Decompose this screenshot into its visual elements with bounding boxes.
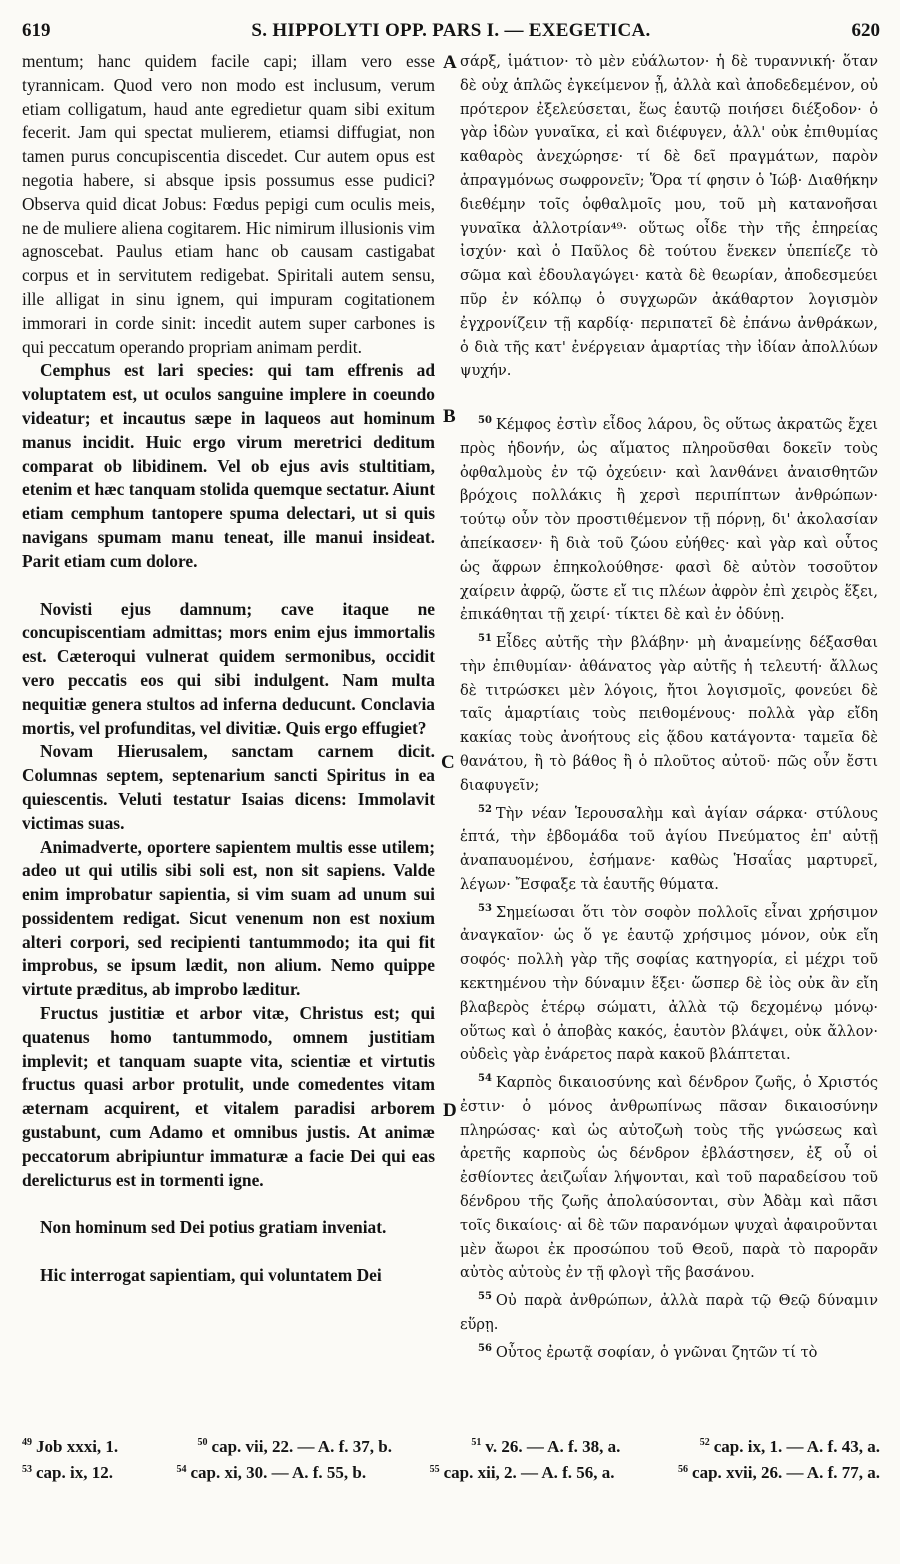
greek-column <box>460 50 878 1364</box>
footnote: $^{53}$ cap. ix, 12. <box>22 1463 113 1483</box>
page-header <box>22 20 880 46</box>
latin-column <box>22 50 435 1288</box>
running-title: S. HIPPOLYTI OPP. PARS I. — EXEGETICA. <box>251 20 651 41</box>
latin-paragraph: Animadverte, oportere sapientem multis esse utilem; adeo ut qui utilis sibi soli est, non sit sapiens. Valde enim improbatur sapientia, si vim suam ad unum sui possidentem redigat. Sicut venenum non est noxium alteri corpori, sed recipienti tantummodo; ita qui fit improbus, se ipsum lædit, non alium. Nemo quippe virtute præditus, ab improbo læditur. <box>22 836 435 1000</box>
footnote: $^{51}$ v. 26. — A. f. 38, a. <box>471 1436 621 1456</box>
footnote: $^{56}$ cap. xvii, 26. — A. f. 77, a. <box>678 1463 880 1483</box>
footnote: $^{49}$ Job xxxi, 1. <box>22 1436 119 1456</box>
footnote-ref: 50 <box>478 415 492 427</box>
greek-paragraph: $^{56}$ Οὗτος ἐρωτᾷ σοφίαν, ὁ γνῶναι ζητῶν τί τὸ <box>478 1342 818 1361</box>
footnote-ref: 56 <box>478 1342 492 1354</box>
footnote: $^{50}$ cap. vii, 22. — A. f. 37, b. <box>197 1436 392 1456</box>
footnote-ref: 54 <box>478 1073 492 1085</box>
footnote-ref: 52 <box>478 803 492 815</box>
latin-paragraph: Fructus justitiæ et arbor vitæ, Christus est; qui quatenus homo tantummodo, omnem justitiam implevit; et tanquam suapte vita, scientiæ et virtutis fructus quasi arbor protulit, unde comedentes vitam æternam acquirent, et vitalem paradisi arborem gustabunt, cum Adamo et omnibus justis. At animæ peccatorum abripiuntur immaturæ a facie Dei qui eas derelicturus est in tormenti igne. <box>22 1003 435 1190</box>
footnote: $^{52}$ cap. ix, 1. — A. f. 43, a. <box>699 1436 880 1456</box>
latin-paragraph: Hic interrogat sapientiam, qui voluntatem Dei <box>40 1265 382 1286</box>
greek-paragraph: $^{52}$ Τὴν νέαν Ἱερουσαλὴμ καὶ ἁγίαν σάρκα· στύλους ἑπτά, τὴν ἑβδομάδα τοῦ ἁγίου Πνεύματος ἐπ' αὐτῇ ἀναπαυομένου, ἐσήμανε· καθὼς Ἡσαΐας μαρτυρεῖ, λέγων· Ἔσφαξε τὰ ἑαυτῆς θύματα. <box>460 803 878 893</box>
footnote-ref: 53 <box>478 902 492 914</box>
latin-paragraph: Cemphus est lari species: qui tam effrenis ad voluptatem est, ut oculos sanguine implere in coeundo videatur; et incautus sæpe in laqueos aut hominum manus incidit. Huic ergo virum meretrici deditum comparat ob libidinem. Vel ob ejus avis stultitiam, etenim et hæc tanquam stolida quemque sectatur. Aiunt etiam cemphum tantopere spuma delectari, ut si quis navigans spumam manu teneat, ille manui insideat. Parit etiam cum dolore. <box>22 360 435 571</box>
latin-paragraph: Non hominum sed Dei potius gratiam inveniat. <box>40 1217 387 1238</box>
latin-paragraph: Novam Hierusalem, sanctam carnem dicit. Columnas septem, septenarium sancti Spiritus in ea quiescentis. Veluti testatur Isaias dicens: Immolavit victimas suas. <box>22 741 435 833</box>
footnote: $^{54}$ cap. xi, 30. — A. f. 55, b. <box>176 1463 367 1483</box>
latin-paragraph: Novisti ejus damnum; cave itaque ne concupiscentiam admittas; mors enim ejus immortalis est. Cæteroqui vulnerat quidem sermonibus, occidit vero peccatis eos qui sibi indulgent. Nam multa nequitiæ genera stultos ad inferna deducunt. Conclavia mortis, vel profunditas, vel divitiæ. Quis ergo effugiet? <box>22 598 435 738</box>
left-page-number: 619 <box>22 20 51 41</box>
footnote-row <box>22 1431 880 1458</box>
footnotes <box>22 1431 880 1484</box>
right-page-number: 620 <box>851 20 880 41</box>
footnote-ref: 55 <box>478 1291 492 1303</box>
greek-paragraph: $^{55}$ Οὐ παρὰ ἀνθρώπων, ἀλλὰ παρὰ τῷ Θεῷ δύναμιν εὕρῃ. <box>460 1291 878 1333</box>
greek-paragraph: $^{54}$ Καρπὸς δικαιοσύνης καὶ δένδρον ζωῆς, ὁ Χριστός ἐστιν· ὁ μόνος ἀνθρωπίνως πᾶσαν δικαιοσύνην πληρώσας· καὶ ὡς αὐτοζωὴ τοὺς τῆς γνώσεως καὶ ἀρετῆς καρποὺς ὡς δένδρον ἐβλάστησεν, ἐξ οὗ οἱ ἐσθίοντες ἀειζωΐαν λήψονται, καὶ τοῦ παραδείσου τοῦ δένδρου τῆς ζωῆς ἀπολαύσονται, σὺν Ἀδὰμ καὶ πᾶσι τοῖς δικαίοις· αἱ δὲ τῶν παρανόμων ψυχαὶ ἀφαιροῦνται μὲν ἄωροι ἐκ προσώπου τοῦ Θεοῦ, παρὰ τὸ παρορᾶν αὐτὸς αὐτοὺς ἐν τῇ φλογὶ τῆς βασάνου. <box>460 1073 878 1282</box>
greek-paragraph: $^{51}$ Εἶδες αὐτῆς τὴν βλάβην· μὴ ἀναμείνῃς δέξασθαι τὴν ἐπιθυμίαν· ἀθάνατος γὰρ αὐτῆς ἡ τελευτή· ἄλλως δὲ τιτρώσκει μὲν λόγοις, ἤτοι λογισμοῖς, φονεύει δὲ ταῖς ἁμαρτίαις τοὺς πειθομένους· πολλὰ γὰρ εἴδη κακίας τοὺς ἀνοήτους εἰς ᾅδου κατάγοντα· ταμεῖα δὲ θανάτου, ἢ τὸ βάθος ἢ ὁ πλοῦτος αὐτοῦ· πῶς οὖν ἔστι διαφυγεῖν; <box>460 633 878 794</box>
footnote: $^{55}$ cap. xii, 2. — A. f. 56, a. <box>429 1463 615 1483</box>
greek-paragraph: $^{50}$ Κέμφος ἐστὶν εἶδος λάρου, ὃς οὕτως ἀκρατῶς ἔχει πρὸς ἡδονήν, ὡς αἵματος πληροῦσθαι δοκεῖν τοὺς ὀφθαλμοὺς ἐν τῷ ὀχεύειν· καὶ λανθάνει ἀναισθητῶν βρόχοις πολλάκις ἢ χερσὶ περιπίπτων ἀνθρώπων· τούτῳ οὖν τὸν προστιθέμενον τῇ πόρνῃ, δι' ἀκολασίαν ἀπείκασεν· ἢ διὰ τοῦ ζώου εὐήθες· καὶ γὰρ καὶ οὗτος ὡς ἄφρων ἐπηκολούθησε· φασὶ δὲ αὐτὸν τοσοῦτον χαίρειν ἀφρῷ, ὥστε εἴ τις πλέων ἀφρὸν ἐπὶ χειρὸς ἕξει, ἐπικάθηται τῇ χειρί· τίκτει δὲ καὶ ἐν ὀδύνῃ. <box>460 415 878 624</box>
section-marker-a: A <box>443 52 457 73</box>
section-marker-b: B <box>443 406 456 427</box>
greek-paragraph: σάρξ, ἱμάτιον· τὸ μὲν εὐάλωτον· ἡ δὲ τυραννική· ὅταν δὲ οὐχ ἁπλῶς ἐγκείμενον ᾖ, ἀλλὰ καὶ ἀποδεδεμένον, οὐ πρότερον ἐξελεύσεται, ἕως ἑαυτῷ ποιήσει διέξοδον· ὁ γὰρ ἰδὼν γυναῖκα, εἰ καὶ διέφυγεν, ἀλλ' οὐκ ἐπιθυμίας καθαρὸς ἀνεχώρησε· τί δὲ δεῖ πραγμάτων, παρὸν ἀπραγμόνως σωφρονεῖν; Ὅρα τί φησιν ὁ Ἰώβ· Διαθήκην διεθέμην τοῖς ὀφθαλμοῖς μου, τοῦ μὴ κατανοῆσαι γυναῖκα ἀλλοτρίαν⁴⁹· οὕτως οἶδε τὴν τῆς ἐπηρείας ἰσχύν· καὶ ὁ Παῦλος δὲ τούτου ἕνεκεν ὑπεπίεζε τὸ σῶμα καὶ ἐδουλαγώγει· κατὰ δὲ θεωρίαν, ἀποδεσμεύει πῦρ ἐν κόλπῳ ὁ συγχωρῶν ἀκάθαρτον λογισμὸν ἐγχρονίζειν τῇ καρδίᾳ· περιπατεῖ δὲ ἐπάνω ἀνθράκων, ὁ διὰ τῆς κατ' ἐνέργειαν ἁμαρτίας τὴν ἰδίαν ἀπολλύων ψυχήν. <box>460 53 878 380</box>
footnote-row <box>22 1458 880 1485</box>
footnote-ref: 51 <box>478 633 492 645</box>
section-marker-c: C <box>441 752 455 773</box>
greek-paragraph: $^{53}$ Σημείωσαι ὅτι τὸν σοφὸν πολλοῖς εἶναι χρήσιμον ἀναγκαῖον· ὡς ὅ γε ἑαυτῷ χρήσιμος μόνον, οὐκ εἴη σοφός· πολλὴ γὰρ τῆς σοφίας κατηγορία, εἰ μέχρι τοῦ κεκτημένου τὴν δύναμιν ἕξει· ὥσπερ δὲ ἰὸς οὐκ ἂν εἴη βλαβερὸς ἑτέρῳ σώματι, ἀλλὰ τῷ δεχομένῳ μόνῳ· οὕτως καὶ ὁ ἀποβὰς κακός, ἑαυτὸν βλάψει, οὐκ ἄλλον· οὐδεὶς γὰρ ἐνάρετος παρὰ κακοῦ βλάπτεται. <box>460 902 878 1064</box>
latin-paragraph: mentum; hanc quidem facile capi; illam vero esse tyrannicam. Quod vero non modo est inclusum, verum etiam colligatum, haud ante egredietur quam sibi exitum fecerit. Jam qui spectat mulierem, etiamsi diffugiat, non tamen purus concupiscentia discedet. Cur autem opus est negotia habere, si absque ipsis possumus esse pudici? Observa quid dicat Jobus: Fœdus pepigi cum oculis meis, ne de muliere aliena cogitarem. Hic nimirum illusionis vim agnoscebat. Paulus etiam hanc ob causam castigabat corpus et in servitutem redigebat. Spiritali autem sensu, ille alligat in sinu ignem, qui impuram cogitationem immorari in corde sinit: incedit autem super carbones is qui peccatum operando propriam animam perdit. <box>22 51 435 357</box>
section-marker-d: D <box>443 1100 457 1121</box>
